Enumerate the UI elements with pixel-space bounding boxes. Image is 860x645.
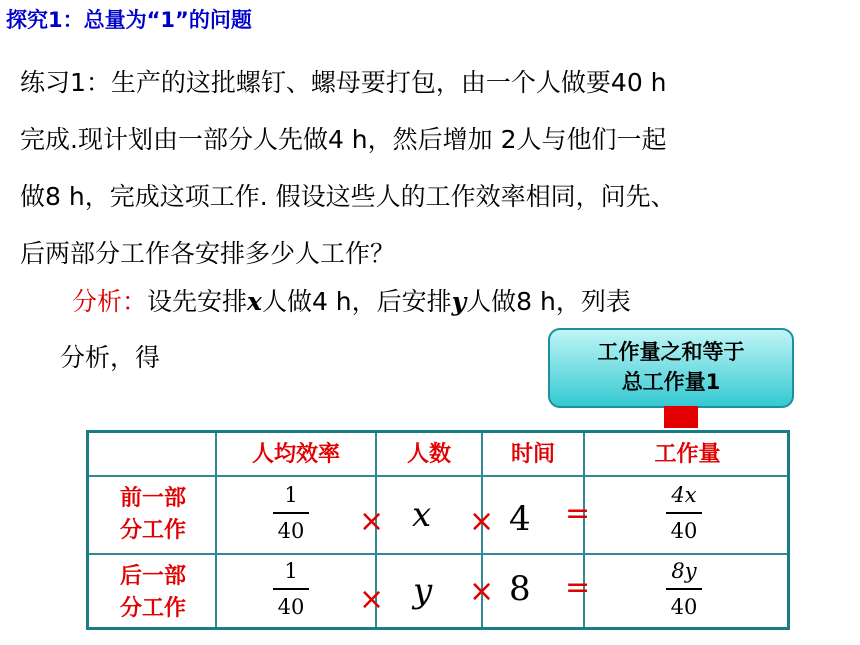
analysis-text: 设先安排 bbox=[147, 287, 248, 316]
work-fraction bbox=[654, 481, 714, 545]
fraction-bar bbox=[666, 512, 702, 514]
analysis-text: 人做4 h，后安排 bbox=[261, 287, 452, 316]
row-label-line: 分工作 bbox=[119, 518, 186, 543]
fraction-denominator: 40 bbox=[277, 595, 305, 619]
rate-fraction bbox=[261, 481, 321, 545]
row-label-line: 分工作 bbox=[119, 596, 186, 621]
problem-line: 完成.现计划由一部分人先做4 h，然后增加 2人与他们一起 bbox=[20, 125, 667, 154]
callout-pointer bbox=[664, 406, 698, 428]
callout-box bbox=[548, 328, 794, 408]
row-label-line: 后一部 bbox=[119, 564, 186, 589]
analysis-text: 人做8 h，列表 bbox=[466, 287, 631, 316]
header-people: 人数 bbox=[406, 442, 451, 467]
fraction-bar bbox=[273, 588, 309, 590]
fraction-numerator: 8y bbox=[671, 559, 697, 583]
people-value: x bbox=[412, 495, 432, 535]
times-sign: × bbox=[469, 504, 495, 539]
time-value: 4 bbox=[509, 499, 531, 539]
equals-sign: = bbox=[565, 496, 591, 531]
work-table bbox=[86, 430, 790, 630]
problem-line: 做8 h，完成这项工作. 假设这些人的工作效率相同，问先、 bbox=[20, 182, 676, 211]
fraction-denominator: 40 bbox=[277, 519, 305, 543]
times-sign: × bbox=[359, 504, 385, 539]
problem-statement bbox=[20, 54, 850, 282]
fraction-numerator: 4x bbox=[671, 483, 697, 507]
fraction-bar bbox=[666, 588, 702, 590]
work-fraction bbox=[654, 557, 714, 621]
fraction-numerator: 1 bbox=[284, 559, 298, 583]
equals-sign: = bbox=[565, 570, 591, 605]
rate-fraction bbox=[261, 557, 321, 621]
analysis-label: 分析： bbox=[72, 287, 148, 316]
problem-line: 后两部分工作各安排多少人工作？ bbox=[20, 239, 396, 268]
callout-line: 工作量之和等于 bbox=[597, 340, 745, 364]
row-label-line: 前一部 bbox=[119, 486, 186, 511]
fraction-denominator: 40 bbox=[670, 519, 698, 543]
variable-x: x bbox=[247, 287, 262, 316]
times-sign: × bbox=[469, 574, 495, 609]
fraction-denominator: 40 bbox=[670, 595, 698, 619]
variable-y: y bbox=[451, 287, 467, 316]
analysis-line-2: 分析，得 bbox=[60, 343, 161, 372]
slide-title: 探究1：总量为“1”的问题 bbox=[6, 8, 252, 32]
row-label-first bbox=[89, 483, 217, 547]
header-rate: 人均效率 bbox=[251, 442, 340, 467]
header-work: 工作量 bbox=[654, 442, 721, 467]
problem-line: 练习1：生产的这批螺钉、螺母要打包，由一个人做要40 h bbox=[20, 68, 667, 97]
header-time: 时间 bbox=[510, 442, 555, 467]
people-value: y bbox=[413, 571, 433, 611]
analysis-line-1 bbox=[72, 282, 631, 318]
fraction-numerator: 1 bbox=[284, 483, 298, 507]
times-sign: × bbox=[359, 582, 385, 617]
callout-line: 总工作量1 bbox=[621, 370, 721, 394]
row-label-second bbox=[89, 561, 217, 625]
fraction-bar bbox=[273, 512, 309, 514]
table-divider bbox=[89, 553, 787, 555]
time-value: 8 bbox=[509, 569, 531, 609]
